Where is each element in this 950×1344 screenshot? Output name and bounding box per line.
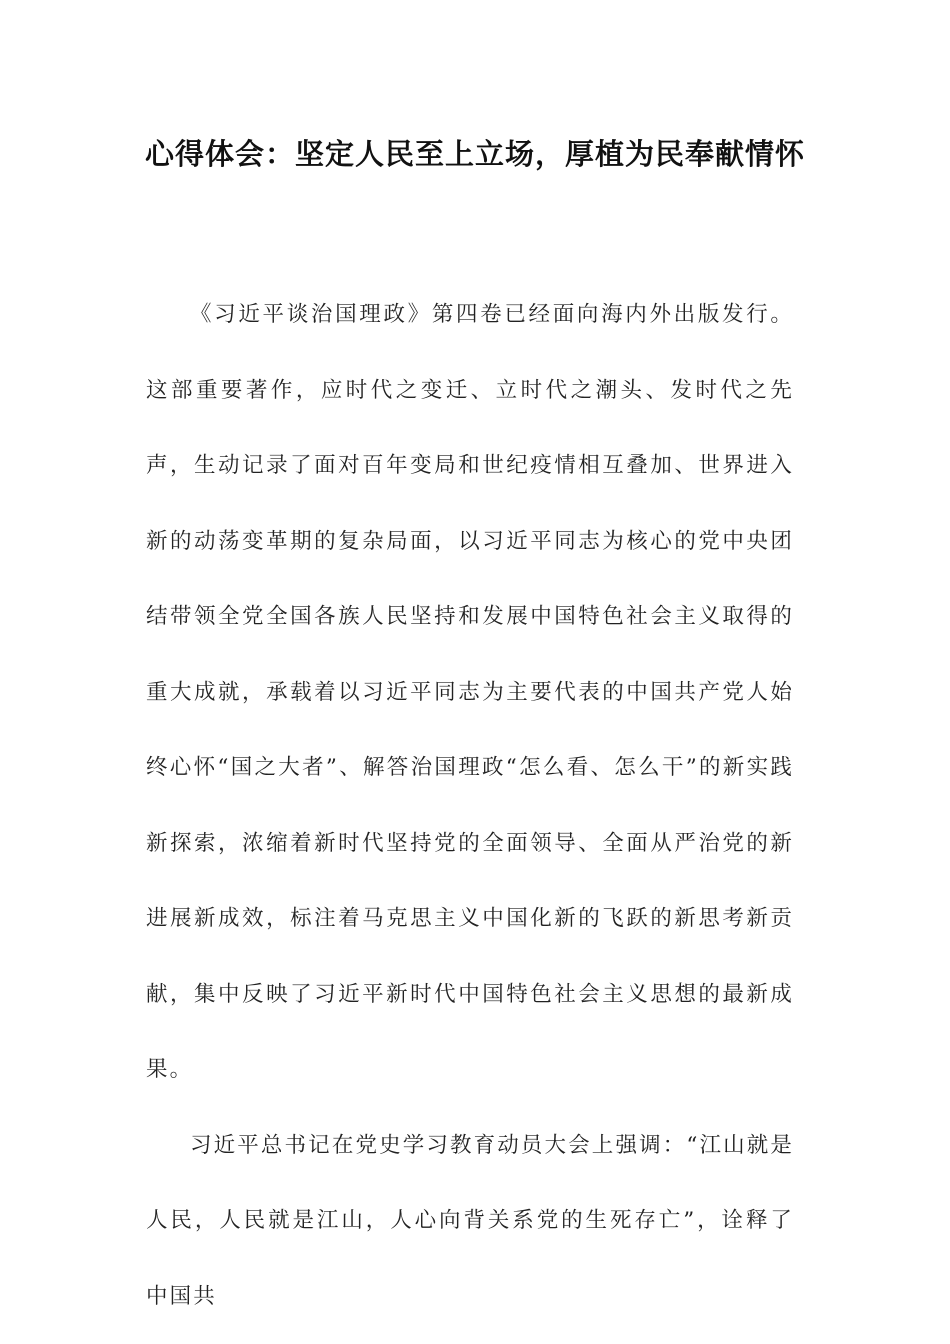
paragraph-1: 《习近平谈治国理政》第四卷已经面向海内外出版发行。这部重要著作，应时代之变迁、立时代之潮头、发时代之先声，生动记录了面对百年变局和世纪疫情相互叠加、世界进入新的动荡变革期的复杂局面，以习近平同志为核心的党中央团结带领全党全国各族人民坚持和发展中国特色社会主义取得的重大成就，承载着以习近平同志为主要代表的中国共产党人始终心怀“国之大者”、解答治国理政“怎么看、怎么干”的新实践新探索，浓缩着新时代坚持党的全面领导、全面从严治党的新进展新成效，标注着马克思主义中国化新的飞跃的新思考新贡献，集中反映了习近平新时代中国特色社会主义思想的最新成果。	[146, 302, 794, 1082]
paragraph-2: 习近平总书记在党史学习教育动员大会上强调：“江山就是人民，人民就是江山，人心向背关系党的生死存亡”，诠释了中国共	[146, 1132, 794, 1309]
document-title: 心得体会：坚定人民至上立场，厚植为民奉献情怀	[144, 137, 805, 171]
document-body	[146, 277, 794, 1334]
